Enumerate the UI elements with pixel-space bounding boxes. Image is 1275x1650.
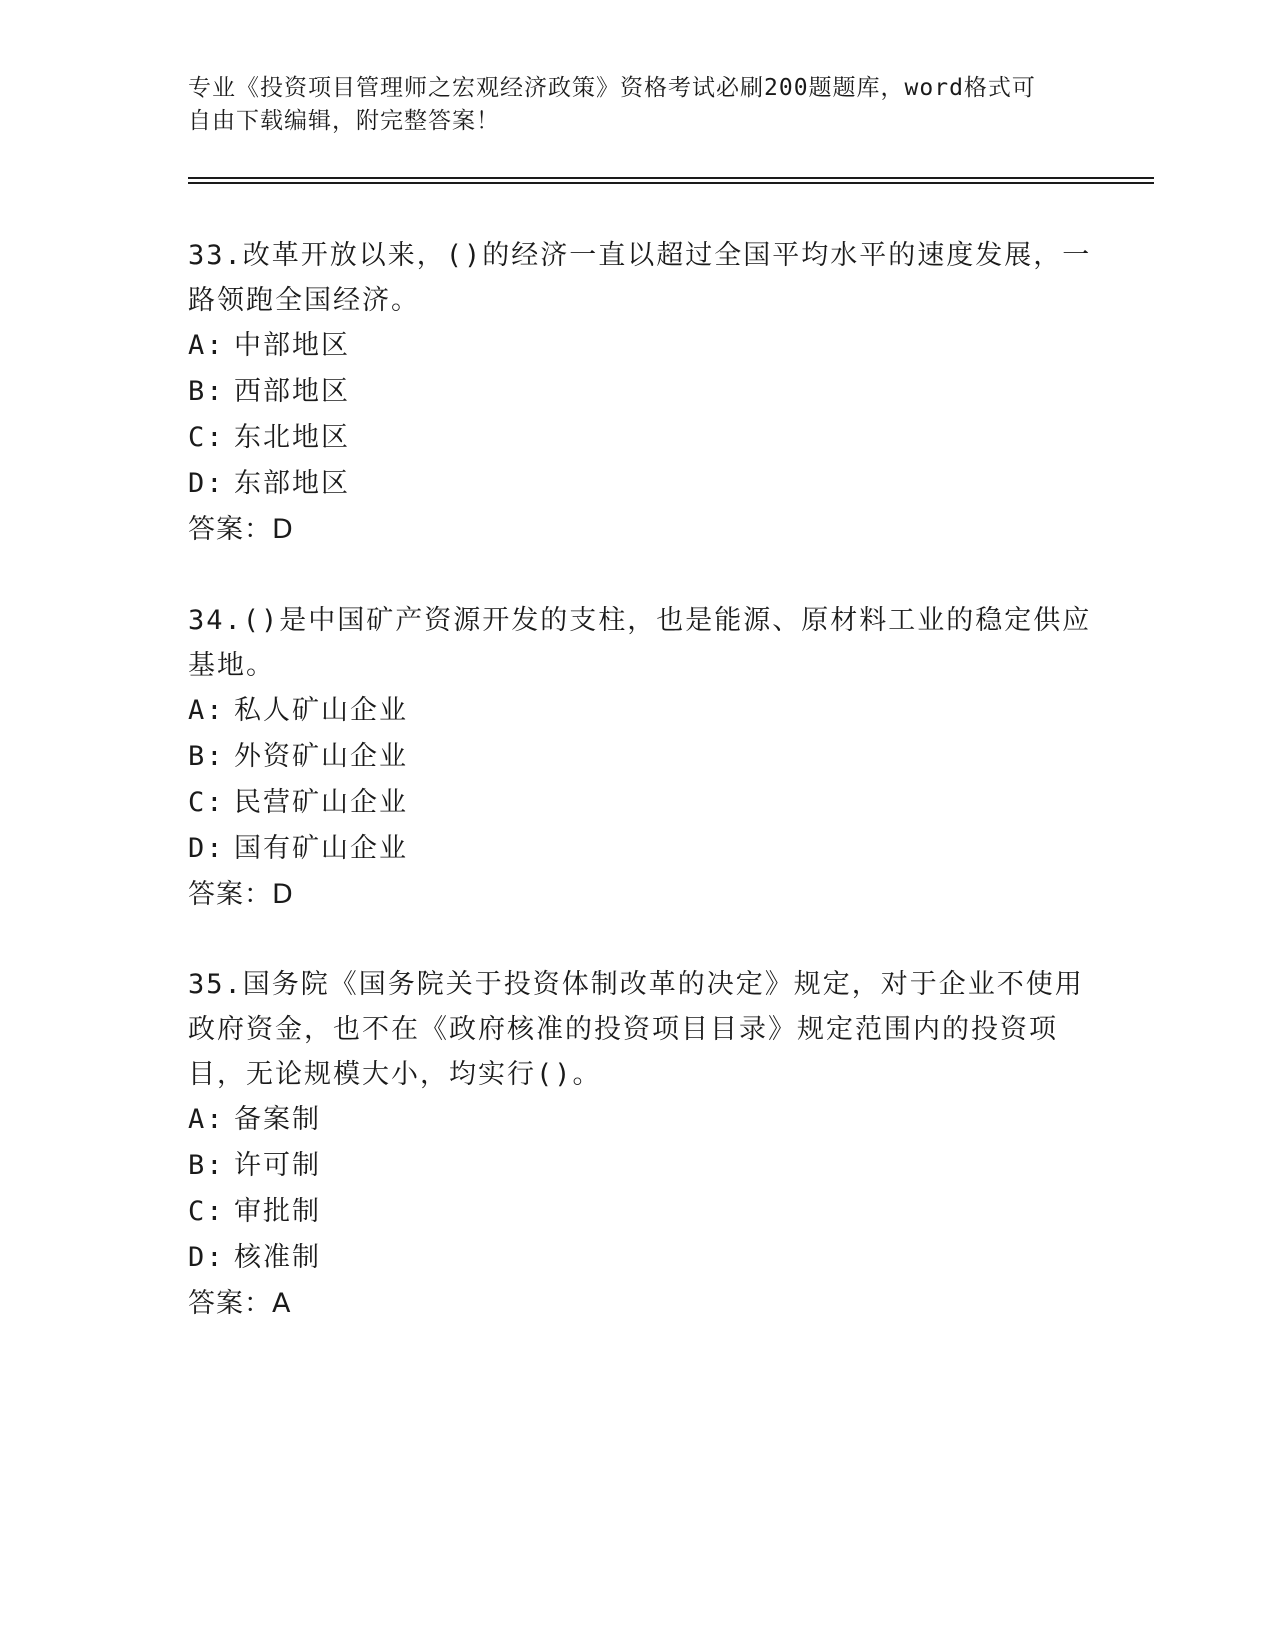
option-letter: C:	[188, 1196, 225, 1227]
option-text: 审批制	[234, 1196, 321, 1227]
option-letter: A:	[188, 330, 225, 361]
option-letter: A:	[188, 695, 225, 726]
option-letter: B:	[188, 741, 225, 772]
option-text: 外资矿山企业	[234, 741, 408, 772]
question-stem	[188, 962, 1088, 1097]
answer-line: 答案：D	[188, 879, 294, 910]
option-b	[188, 369, 1088, 415]
question-35	[188, 962, 1088, 1327]
option-letter: D:	[188, 833, 225, 864]
option-text: 中部地区	[234, 330, 350, 361]
option-text: 核准制	[234, 1242, 321, 1273]
question-33	[188, 233, 1092, 553]
option-letter: C:	[188, 787, 225, 818]
option-letter: B:	[188, 1150, 225, 1181]
question-stem	[188, 598, 1092, 688]
option-text: 民营矿山企业	[234, 787, 408, 818]
option-letter: D:	[188, 1242, 225, 1273]
option-letter: A:	[188, 1104, 225, 1135]
question-stem-line: 目，无论规模大小，均实行()。	[188, 1059, 602, 1090]
option-d	[188, 1235, 1088, 1281]
option-text: 国有矿山企业	[234, 833, 408, 864]
header-line-2: 自由下载编辑，附完整答案！	[188, 108, 500, 134]
option-c	[188, 415, 1088, 461]
question-stem-line: 政府资金，也不在《政府核准的投资项目目录》规定范围内的投资项	[188, 1014, 1058, 1045]
option-letter: D:	[188, 468, 225, 499]
option-c	[188, 780, 1088, 826]
header-line-1: 专业《投资项目管理师之宏观经济政策》资格考试必刷200题题库，word格式可	[188, 75, 1036, 101]
question-stem-line: 35.国务院《国务院关于投资体制改革的决定》规定，对于企业不使用	[188, 969, 1084, 1000]
question-stem-line: 33.改革开放以来，()的经济一直以超过全国平均水平的速度发展，一	[188, 240, 1092, 271]
question-stem	[188, 233, 1092, 323]
option-a	[188, 323, 1088, 369]
option-d	[188, 461, 1088, 507]
option-text: 许可制	[234, 1150, 321, 1181]
header-divider-bottom	[188, 182, 1154, 184]
option-b	[188, 1143, 1088, 1189]
question-stem-line: 路领跑全国经济。	[188, 285, 420, 316]
option-text: 西部地区	[234, 376, 350, 407]
option-b	[188, 734, 1088, 780]
question-34	[188, 598, 1092, 918]
option-c	[188, 1189, 1088, 1235]
option-a	[188, 688, 1088, 734]
question-stem-line: 34.()是中国矿产资源开发的支柱，也是能源、原材料工业的稳定供应	[188, 605, 1092, 636]
option-letter: B:	[188, 376, 225, 407]
option-d	[188, 826, 1088, 872]
option-text: 私人矿山企业	[234, 695, 408, 726]
option-text: 东北地区	[234, 422, 350, 453]
answer-line: 答案：D	[188, 514, 294, 545]
answer-line: 答案：A	[188, 1288, 292, 1319]
option-letter: C:	[188, 422, 225, 453]
option-text: 东部地区	[234, 468, 350, 499]
option-text: 备案制	[234, 1104, 321, 1135]
question-stem-line: 基地。	[188, 650, 275, 681]
header-divider-top	[188, 177, 1154, 179]
document-header	[188, 72, 1068, 138]
option-a	[188, 1097, 1088, 1143]
